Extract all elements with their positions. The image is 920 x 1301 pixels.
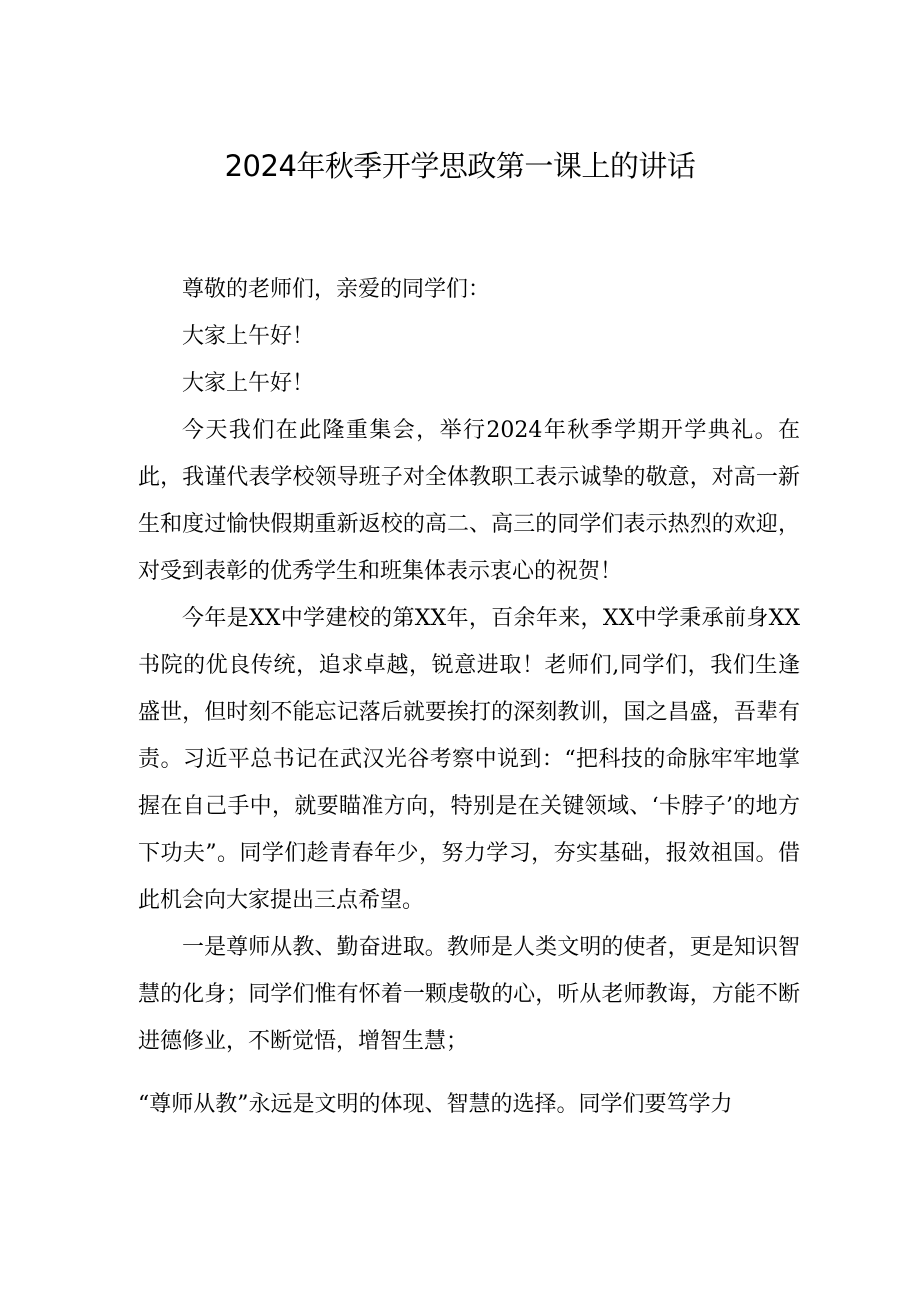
paragraph-greeting: 大家上午好！ [182,324,315,349]
paragraph-respect-teachers: “尊师从教”永远是文明的体现、智慧的选择。同学们要笃学力 [138,1092,733,1117]
paragraph-opening: 今天我们在此隆重集会，举行2024年秋季学期开学典礼。在此，我谨代表学校领导班子对全体教职工表示诚挚的敬意，对高一新生和度过愉快假期重新返校的高二、高三的同学们表示热烈的欢迎，对受到表彰的优秀学生和班集体表示衷心的祝贺！ [138,418,800,584]
document-title: 2024年秋季开学思政第一课上的讲话 [224,149,696,183]
paragraph-school-history: 今年是XX中学建校的第XX年，百余年来，XX中学秉承前身XX书院的优良传统，追求卓越，锐意进取！老师们,同学们，我们生逢盛世，但时刻不能忘记落后就要挨打的深刻教训，国之昌盛，吾辈有责。习近平总书记在武汉光谷考察中说到：“把科技的命脉牢牢地掌握在自己手中，就要瞄准方向，特别是在关键领域、‘卡脖子’的地方下功夫”。同学们趁青春年少，努力学习，夯实基础，报效祖国。借此机会向大家提出三点希望。 [138,606,800,913]
paragraph-hope-one: 一是尊师从教、勤奋进取。教师是人类文明的使者，更是知识智慧的化身；同学们惟有怀着一颗虔敬的心，听从老师教诲，方能不断进德修业，不断觉悟，增智生慧； [138,935,800,1054]
paragraph-greeting-repeat: 大家上午好！ [182,371,315,396]
paragraph-salutation: 尊敬的老师们，亲爱的同学们： [182,277,491,302]
document-body [138,266,800,1128]
